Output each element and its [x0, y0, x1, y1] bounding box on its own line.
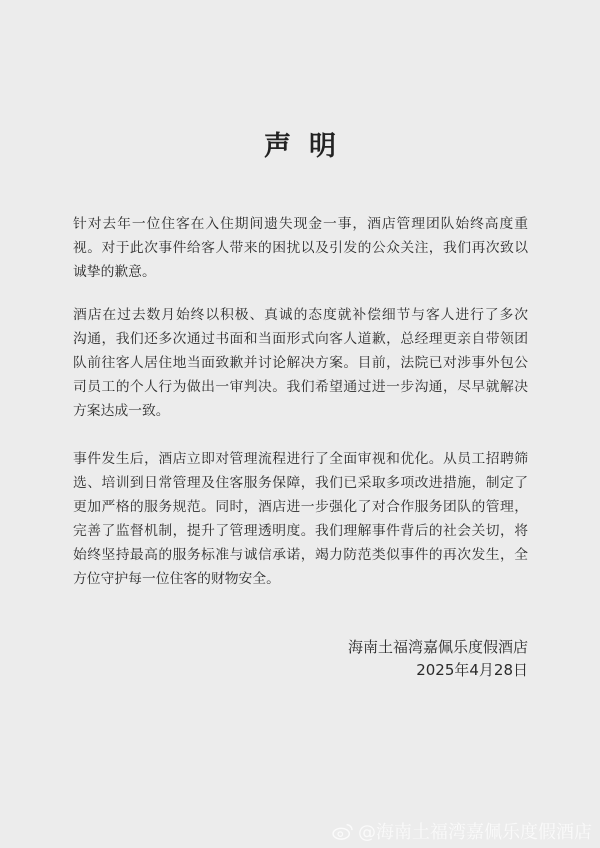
text-line: 队前往客人居住地当面致歉并讨论解决方案。目前，法院已对涉事外包公	[73, 355, 528, 371]
text-line: 方位守护每一位住客的财物安全。	[73, 571, 280, 587]
text-line: 针对去年一位住客在入住期间遗失现金一事，酒店管理团队始终高度重	[73, 216, 528, 232]
text-line: 完善了监督机制，提升了管理透明度。我们理解事件背后的社会关切，将	[73, 523, 528, 539]
paragraph-3	[73, 447, 528, 591]
text-line: 酒店在过去数月始终以积极、真诚的态度就补偿细节与客人进行了多次	[73, 307, 528, 323]
paragraph-2	[73, 303, 528, 423]
watermark-text: @海南土福湾嘉佩乐度假酒店	[358, 822, 592, 843]
signature-org: 海南土福湾嘉佩乐度假酒店	[347, 638, 528, 656]
text-line: 视。对于此次事件给客人带来的困扰以及引发的公众关注，我们再次致以	[73, 240, 528, 256]
text-line: 沟通，我们还多次通过书面和当面形式向客人道歉，总经理更亲自带领团	[73, 331, 528, 347]
text-line: 事件发生后，酒店立即对管理流程进行了全面审视和优化。从员工招聘筛	[73, 451, 528, 467]
document-title: 声明	[264, 131, 354, 162]
paragraph-1	[73, 212, 528, 284]
text-line: 更加严格的服务规范。同时，酒店进一步强化了对合作服务团队的管理，	[73, 499, 528, 515]
text-line: 选、培训到日常管理及住客服务保障，我们已采取多项改进措施，制定了	[73, 475, 528, 491]
text-line: 诚挚的歉意。	[73, 264, 156, 280]
watermark	[332, 818, 592, 844]
signature-date: 2025年4月28日	[416, 661, 528, 679]
text-line: 司员工的个人行为做出一审判决。我们希望通过进一步沟通，尽早就解决	[73, 379, 528, 395]
weibo-icon	[332, 822, 354, 840]
text-line: 始终坚持最高的服务标准与诚信承诺，竭力防范类似事件的再次发生，全	[73, 547, 528, 563]
text-line: 方案达成一致。	[73, 403, 170, 419]
